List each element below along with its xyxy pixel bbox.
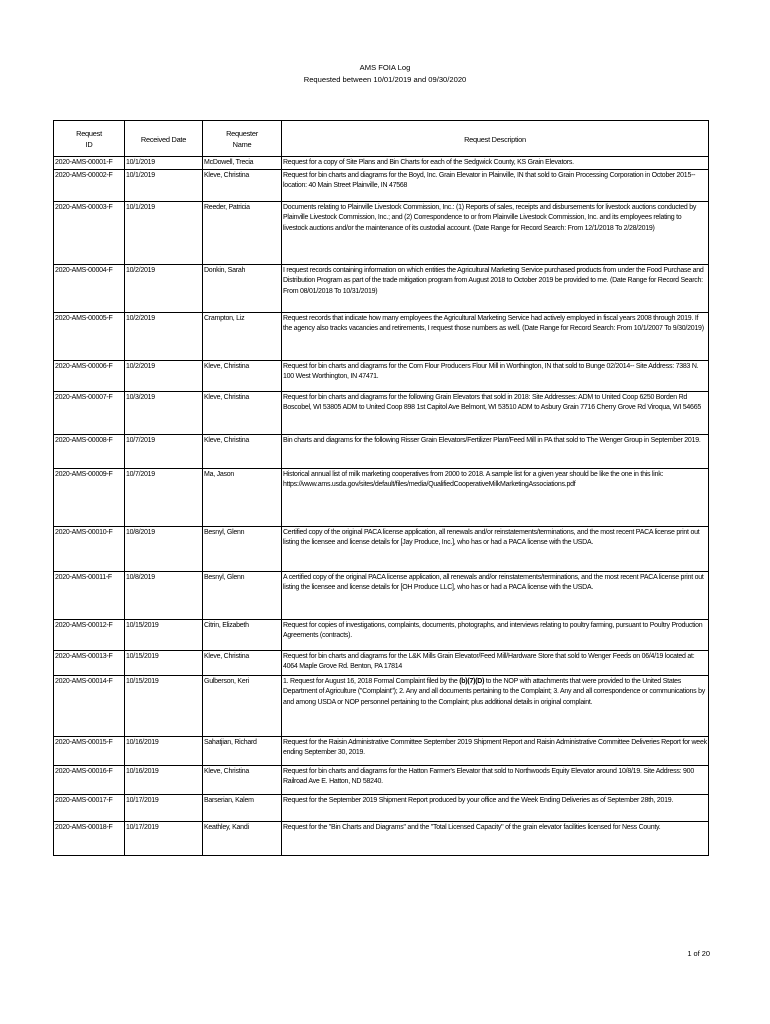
request-id: 2020-AMS-00018-F (54, 821, 125, 855)
request-id: 2020-AMS-00014-F (54, 675, 125, 736)
request-id: 2020-AMS-00005-F (54, 312, 125, 360)
received-date: 10/2/2019 (125, 264, 203, 312)
request-description: Request for the Raisin Administrative Committee September 2019 Shipment Report and Raisin Administrative Committee Deliveries Report for week ending September 30, 2019. (282, 736, 709, 765)
table-header (54, 121, 709, 157)
request-id: 2020-AMS-00012-F (54, 619, 125, 650)
table-row (54, 765, 709, 794)
request-description: A certified copy of the original PACA license application, all renewals and/or reinstatements/terminations, and the most recent PACA license print out listing the licensee and license details for [OH Produce LLC], who has or had a PACA license with the USDA. (282, 571, 709, 619)
requester-name: Kleve, Christina (203, 765, 282, 794)
request-description: Request for the "Bin Charts and Diagrams" and the "Total Licensed Capacity" of the grain elevator facilities licensed for Ness County. (282, 821, 709, 855)
requester-name: Citrin, Elizabeth (203, 619, 282, 650)
table-row (54, 391, 709, 434)
requester-name: Kleve, Christina (203, 650, 282, 675)
request-description: Request for the September 2019 Shipment Report produced by your office and the Week Ending Deliveries as of September 28th, 2019. (282, 794, 709, 821)
request-id: 2020-AMS-00001-F (54, 157, 125, 170)
received-date: 10/8/2019 (125, 571, 203, 619)
table-row (54, 619, 709, 650)
request-description: Documents relating to Plainville Livestock Commission, Inc.: (1) Reports of sales, receipts and disbursements for livestock auctions conducted by Plainville Livestock Commission, Inc.; and (2) Correspondence to or from Plainville Livestock Commission, Inc. and its employees relating to livestock auctions and/or the maintenance of its custodial account. (Date Range for Record Search: From 12/1/2018 To 2/28/2019) (282, 201, 709, 264)
request-id: 2020-AMS-00016-F (54, 765, 125, 794)
received-date: 10/16/2019 (125, 765, 203, 794)
received-date: 10/2/2019 (125, 312, 203, 360)
request-id: 2020-AMS-00007-F (54, 391, 125, 434)
table-row (54, 201, 709, 264)
request-id: 2020-AMS-00004-F (54, 264, 125, 312)
request-id: 2020-AMS-00003-F (54, 201, 125, 264)
table-row (54, 169, 709, 201)
requester-name: Sahatjian, Richard (203, 736, 282, 765)
table-row (54, 675, 709, 736)
request-id: 2020-AMS-00006-F (54, 360, 125, 391)
table-row (54, 468, 709, 526)
received-date: 10/15/2019 (125, 675, 203, 736)
requester-name: Kleve, Christina (203, 169, 282, 201)
request-description: Request records that indicate how many employees the Agricultural Marketing Service had actively employed in fiscal years 2008 through 2019. If the agency also tracks vacancies and retirements, I request those numbers as well. (Date Range for Record Search: From 10/1/2007 To 9/30/2019) (282, 312, 709, 360)
request-description: Bin charts and diagrams for the following Risser Grain Elevators/Fertilizer Plant/Feed Mill in PA that sold to The Wenger Group in September 2019. (282, 434, 709, 468)
table-row (54, 571, 709, 619)
requester-name: Besnyl, Glenn (203, 571, 282, 619)
page-title: AMS FOIA Log (359, 63, 411, 72)
received-date: 10/16/2019 (125, 736, 203, 765)
table-row (54, 821, 709, 855)
requester-name: Ma, Jason (203, 468, 282, 526)
table-row (54, 360, 709, 391)
received-date: 10/17/2019 (125, 821, 203, 855)
table-row (54, 736, 709, 765)
request-id: 2020-AMS-00013-F (54, 650, 125, 675)
request-description: Request for bin charts and diagrams for the following Grain Elevators that sold in 2018: Site Addresses: ADM to United Coop 6250 Borden Rd Boscobel, WI 53805 ADM to United Coop 898 1st Capitol Ave Belmont, WI 53510 ADM to Asbury Grain 7716 Cherry Grove Rd Viroqua, WI 54665 (282, 391, 709, 434)
column-header-received-date: Received Date (125, 121, 203, 157)
received-date: 10/7/2019 (125, 468, 203, 526)
requester-name: Besnyl, Glenn (203, 526, 282, 571)
requester-name: McDowell, Trecia (203, 157, 282, 170)
column-header-requester-name: Requester Name (203, 121, 282, 157)
request-description: I request records containing information on which entities the Agricultural Marketing Service purchased products from under the Food Purchase and Distribution Program as part of the trade mitigation program from August 2018 to October 2019 be provided to me. (Date Range for Record Search: From 08/01/2018 To 10/31/2019) (282, 264, 709, 312)
requester-name: Keathley, Kandi (203, 821, 282, 855)
requester-name: Crampton, Liz (203, 312, 282, 360)
received-date: 10/15/2019 (125, 650, 203, 675)
request-description: Request for bin charts and diagrams for the Boyd, Inc. Grain Elevator in Plainville, IN that sold to Grain Processing Corporation in October 2015-- location: 40 Main Street Plainville, IN 47568 (282, 169, 709, 201)
column-header-request-id: Request ID (54, 121, 125, 157)
table-row (54, 650, 709, 675)
requester-name: Gulberson, Keri (203, 675, 282, 736)
requester-name: Kleve, Christina (203, 434, 282, 468)
request-id: 2020-AMS-00010-F (54, 526, 125, 571)
redaction-code: (b)(7)(D) (459, 677, 485, 685)
request-description: Request for bin charts and diagrams for the Hatton Farmer's Elevator that sold to Northwoods Equity Elevator around 10/8/19. Site Address: 900 Railroad Ave E. Hatton, ND 58240. (282, 765, 709, 794)
request-description: Request for bin charts and diagrams for the Corn Flour Producers Flour Mill in Worthington, IN that sold to Bunge 02/2014-- Site Address: 7383 N. 100 West Worthington, IN 47471. (282, 360, 709, 391)
received-date: 10/1/2019 (125, 157, 203, 170)
request-description: Historical annual list of milk marketing cooperatives from 2000 to 2018. A sample list for a given year should be like the one in this link: https://www.ams.usda.gov/sites/default/files/media/QualifiedCooperativeMilkMarketingAssociations.pdf (282, 468, 709, 526)
request-id: 2020-AMS-00017-F (54, 794, 125, 821)
table-body (54, 157, 709, 856)
table-row (54, 312, 709, 360)
table-row (54, 157, 709, 170)
received-date: 10/1/2019 (125, 201, 203, 264)
received-date: 10/1/2019 (125, 169, 203, 201)
request-description: 1. Request for August 16, 2018 Formal Complaint filed by the (b)(7)(D) to the NOP with attachments that were provided to the United States Department of Agriculture ("Complaint"); 2. Any and all documents pertaining to the Complaint; 3. Any and all correspondence or communications by and among USDA or NOP personnel pertaining to the Complaint; plus additional details in original complaint. (282, 675, 709, 736)
table-row (54, 264, 709, 312)
requester-name: Reeder, Patricia (203, 201, 282, 264)
table-row (54, 794, 709, 821)
request-id: 2020-AMS-00008-F (54, 434, 125, 468)
requester-name: Barserian, Kalem (203, 794, 282, 821)
column-header-request-description: Request Description (282, 121, 709, 157)
received-date: 10/3/2019 (125, 391, 203, 434)
request-id: 2020-AMS-00011-F (54, 571, 125, 619)
requester-name: Donkin, Sarah (203, 264, 282, 312)
received-date: 10/8/2019 (125, 526, 203, 571)
requester-name: Kleve, Christina (203, 391, 282, 434)
request-description: Certified copy of the original PACA license application, all renewals and/or reinstatements/terminations, and the most recent PACA license print out listing the licensee and license details for [Jay Produce, Inc.], who has or had a PACA license with the USDA. (282, 526, 709, 571)
foia-log-table (53, 120, 709, 856)
received-date: 10/15/2019 (125, 619, 203, 650)
received-date: 10/2/2019 (125, 360, 203, 391)
requester-name: Kleve, Christina (203, 360, 282, 391)
request-id: 2020-AMS-00002-F (54, 169, 125, 201)
table-row (54, 526, 709, 571)
request-description: Request for bin charts and diagrams for the L&K Mills Grain Elevator/Feed Mill/Hardware Store that sold to Wenger Feeds on 06/4/19 located at: 4064 Maple Grove Rd. Benton, PA 17814 (282, 650, 709, 675)
page-number: 1 of 20 (687, 949, 710, 958)
received-date: 10/7/2019 (125, 434, 203, 468)
table-row (54, 434, 709, 468)
page-header (0, 62, 770, 86)
request-id: 2020-AMS-00009-F (54, 468, 125, 526)
request-description: Request for a copy of Site Plans and Bin Charts for each of the Sedgwick County, KS Grain Elevators. (282, 157, 709, 170)
received-date: 10/17/2019 (125, 794, 203, 821)
page-subtitle: Requested between 10/01/2019 and 09/30/2020 (303, 75, 467, 84)
request-id: 2020-AMS-00015-F (54, 736, 125, 765)
request-description: Request for copies of investigations, complaints, documents, photographs, and interviews relating to poultry farming, pursuant to Poultry Production Agreements (contracts). (282, 619, 709, 650)
